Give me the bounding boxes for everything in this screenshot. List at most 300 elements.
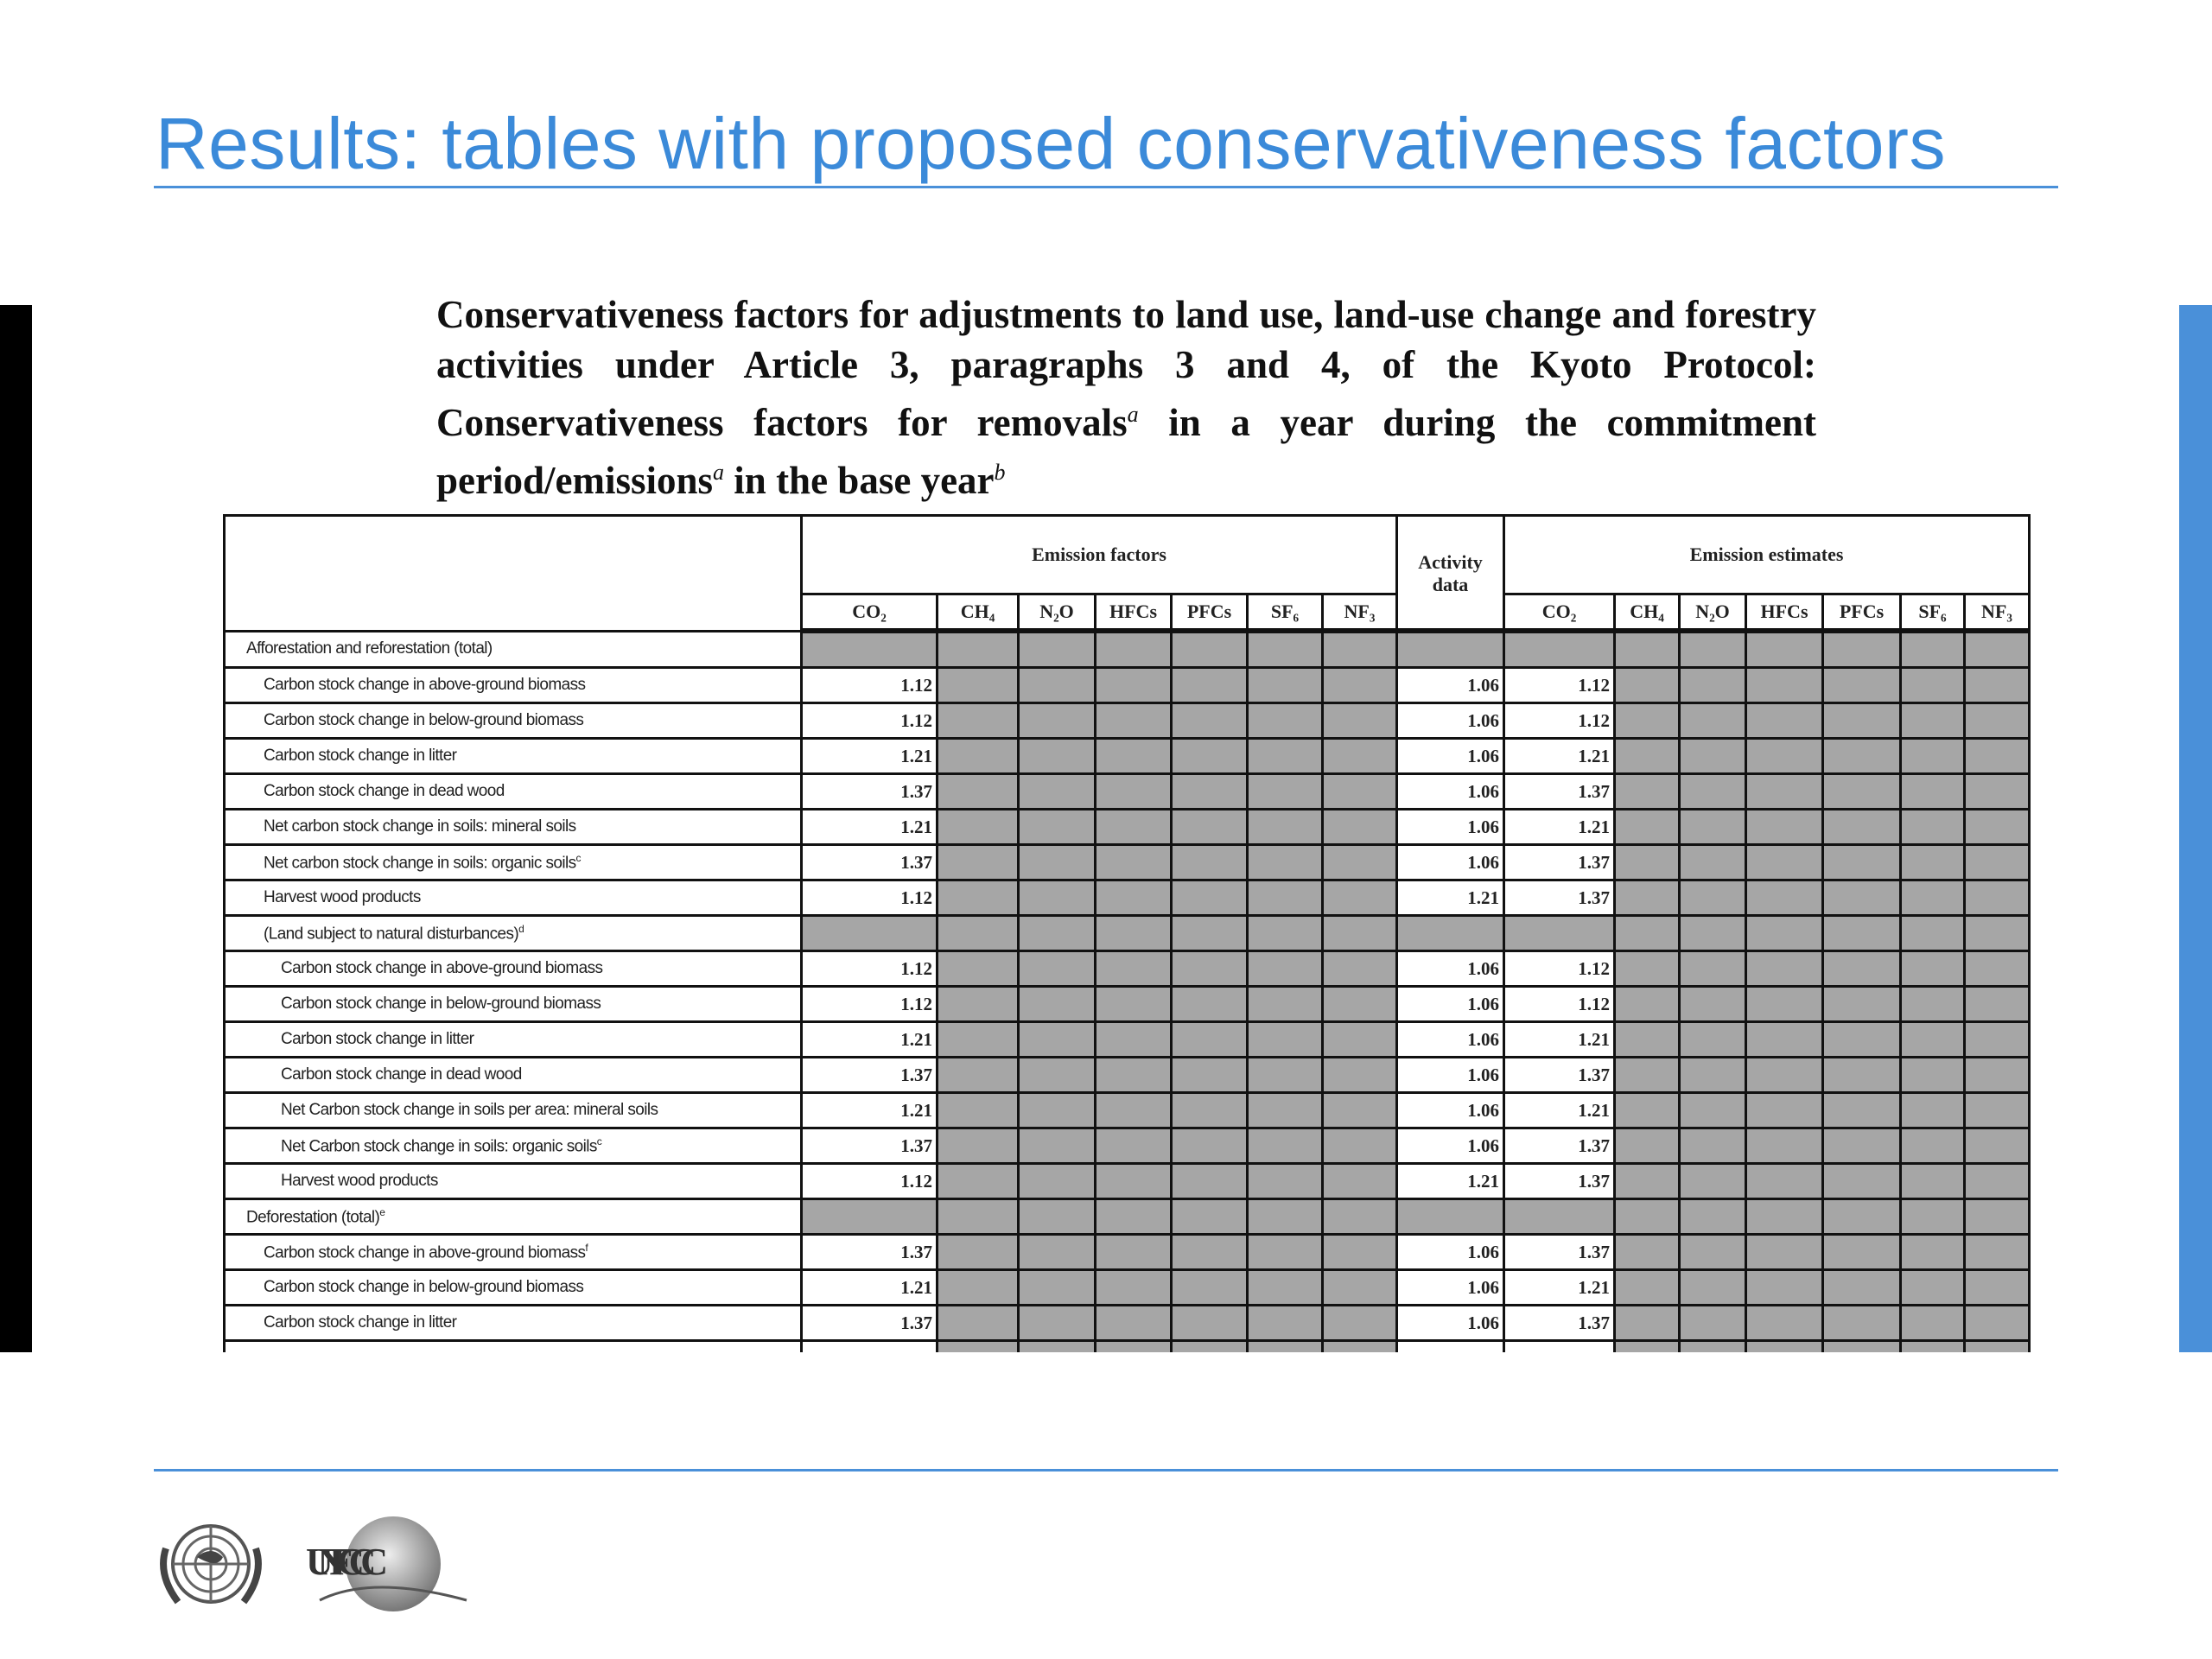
- emission-factor-co2-cell: 1.21: [802, 810, 938, 845]
- conservativeness-table-container: [223, 514, 2031, 1352]
- emission-factor-shaded-cell: [1019, 951, 1096, 987]
- emission-factor-shaded-cell: [1019, 916, 1096, 951]
- table-row: [225, 1270, 2030, 1306]
- emission-estimate-shaded-cell: [1901, 1164, 1965, 1199]
- activity-data-cell: 1.06: [1397, 774, 1504, 810]
- emission-estimate-shaded-cell: [1680, 987, 1746, 1022]
- emission-factor-shaded-cell: [938, 916, 1019, 951]
- emission-factor-shaded-cell: [1323, 1164, 1397, 1199]
- emission-estimate-gas-header: SF₆: [1901, 594, 1965, 632]
- emission-factor-shaded-cell: [1096, 987, 1172, 1022]
- emission-factor-shaded-cell: [1096, 1093, 1172, 1128]
- emission-factor-shaded-cell: [1096, 845, 1172, 880]
- unfccc-logo: [302, 1514, 475, 1622]
- activity-data-cell: 1.06: [1397, 1270, 1504, 1306]
- activity-data-cell: 1.06: [1397, 987, 1504, 1022]
- table-row: [225, 987, 2030, 1022]
- emission-estimate-shaded-cell: [1746, 1199, 1823, 1235]
- emission-estimate-shaded-cell: [1823, 880, 1901, 916]
- emission-factor-shaded-cell: [1172, 1199, 1248, 1235]
- emission-estimate-shaded-cell: [1680, 951, 1746, 987]
- emission-estimate-shaded-cell: [1680, 845, 1746, 880]
- table-row: [225, 1341, 2030, 1353]
- emission-factor-shaded-cell: [1019, 1270, 1096, 1306]
- emission-estimate-co2-cell: 1.12: [1504, 668, 1615, 703]
- emission-factor-shaded-cell: [1172, 1235, 1248, 1270]
- emission-factor-shaded-cell: [938, 1128, 1019, 1164]
- emission-estimate-shaded-cell: [1615, 845, 1680, 880]
- emission-factor-co2-cell: 1.21: [802, 1022, 938, 1058]
- activity-data-cell: 1.06: [1397, 845, 1504, 880]
- table-row: [225, 951, 2030, 987]
- emission-estimate-shaded-cell: [1823, 1128, 1901, 1164]
- emission-factor-shaded-cell: [1019, 1341, 1096, 1353]
- emission-factor-shaded-cell: [1019, 1022, 1096, 1058]
- emission-factor-shaded-cell: [1172, 774, 1248, 810]
- activity-data-cell: [1397, 631, 1504, 668]
- emission-factor-shaded-cell: [1323, 916, 1397, 951]
- row-label: [225, 951, 802, 987]
- emission-estimate-shaded-cell: [1965, 1199, 2030, 1235]
- emission-estimate-shaded-cell: [1965, 668, 2030, 703]
- emission-estimate-co2-cell: 1.21: [1504, 1270, 1615, 1306]
- row-label-header: [225, 516, 802, 632]
- table-row: [225, 845, 2030, 880]
- emission-factor-shaded-cell: [1096, 1306, 1172, 1341]
- row-label: [225, 1164, 802, 1199]
- emission-factor-co2-cell: 1.37: [802, 1058, 938, 1093]
- emission-estimate-shaded-cell: [1965, 1128, 2030, 1164]
- emission-estimate-shaded-cell: [1746, 1093, 1823, 1128]
- emission-estimate-shaded-cell: [1823, 774, 1901, 810]
- table-row: [225, 1022, 2030, 1058]
- emission-factor-shaded-cell: [1172, 631, 1248, 668]
- emission-factor-shaded-cell: [1019, 703, 1096, 739]
- emission-factor-shaded-cell: [1323, 1022, 1397, 1058]
- emission-estimate-shaded-cell: [1965, 1093, 2030, 1128]
- emission-estimate-shaded-cell: [1746, 951, 1823, 987]
- emission-estimate-co2-cell: [1504, 1341, 1615, 1353]
- emission-estimate-shaded-cell: [1746, 845, 1823, 880]
- emission-estimate-shaded-cell: [1823, 1341, 1901, 1353]
- emission-factor-shaded-cell: [1019, 1093, 1096, 1128]
- row-label: [225, 739, 802, 774]
- emission-estimate-shaded-cell: [1965, 631, 2030, 668]
- emission-factor-shaded-cell: [1019, 1058, 1096, 1093]
- row-label-text: (Land subject to natural disturbances): [264, 925, 519, 944]
- activity-data-cell: 1.21: [1397, 880, 1504, 916]
- activity-data-cell: 1.06: [1397, 668, 1504, 703]
- emission-factor-shaded-cell: [938, 1093, 1019, 1128]
- row-label: [225, 1270, 802, 1306]
- emission-estimate-shaded-cell: [1746, 1164, 1823, 1199]
- emission-factor-shaded-cell: [1019, 1164, 1096, 1199]
- emission-factor-shaded-cell: [1323, 1270, 1397, 1306]
- emission-factor-shaded-cell: [1248, 739, 1323, 774]
- row-label: [225, 987, 802, 1022]
- emission-estimate-shaded-cell: [1823, 1235, 1901, 1270]
- row-label-text: Carbon stock change in litter: [264, 1313, 457, 1332]
- emission-estimate-shaded-cell: [1746, 1235, 1823, 1270]
- caption-text: Conservativeness factors for adjustments to land use, land-use change and forestry activities under Article 3, paragraphs 3 and 4, of the Kyoto Protocol: Conservativeness factors for removals: [436, 293, 1816, 444]
- emission-estimate-gas-header: N₂O: [1680, 594, 1746, 632]
- emission-factor-shaded-cell: [1248, 845, 1323, 880]
- emission-estimate-shaded-cell: [1823, 1093, 1901, 1128]
- emission-estimate-co2-cell: 1.12: [1504, 987, 1615, 1022]
- emission-factor-shaded-cell: [1096, 810, 1172, 845]
- emission-estimate-shaded-cell: [1746, 880, 1823, 916]
- table-row: [225, 703, 2030, 739]
- emission-estimate-co2-cell: [1504, 631, 1615, 668]
- emission-factor-shaded-cell: [1172, 703, 1248, 739]
- emission-factor-shaded-cell: [1019, 774, 1096, 810]
- emission-factor-shaded-cell: [1248, 668, 1323, 703]
- emission-estimate-co2-cell: 1.37: [1504, 1306, 1615, 1341]
- row-label: [225, 1235, 802, 1270]
- emission-factor-gas-header: HFCs: [1096, 594, 1172, 632]
- emission-estimate-shaded-cell: [1823, 845, 1901, 880]
- title-underline: [154, 186, 2058, 188]
- emission-factor-shaded-cell: [1172, 810, 1248, 845]
- table-row: [225, 1306, 2030, 1341]
- emission-estimate-shaded-cell: [1746, 1306, 1823, 1341]
- un-emblem-logo: [154, 1514, 268, 1618]
- emission-factor-shaded-cell: [938, 703, 1019, 739]
- emission-factor-shaded-cell: [1172, 1164, 1248, 1199]
- emission-estimate-shaded-cell: [1965, 845, 2030, 880]
- emission-estimate-shaded-cell: [1823, 951, 1901, 987]
- emission-factor-shaded-cell: [1323, 631, 1397, 668]
- table-row: [225, 916, 2030, 951]
- emission-factor-shaded-cell: [938, 1235, 1019, 1270]
- emission-factor-shaded-cell: [1096, 703, 1172, 739]
- emission-estimate-shaded-cell: [1965, 916, 2030, 951]
- emission-estimate-shaded-cell: [1823, 1199, 1901, 1235]
- emission-estimate-shaded-cell: [1746, 987, 1823, 1022]
- emission-factor-shaded-cell: [1172, 987, 1248, 1022]
- emission-factor-shaded-cell: [1096, 880, 1172, 916]
- emission-estimate-shaded-cell: [1901, 703, 1965, 739]
- emission-factor-shaded-cell: [938, 845, 1019, 880]
- emission-estimate-shaded-cell: [1965, 1270, 2030, 1306]
- footnote-marker: a: [1127, 402, 1139, 427]
- emission-factor-shaded-cell: [938, 739, 1019, 774]
- row-label: [225, 916, 802, 951]
- table-row: [225, 1093, 2030, 1128]
- row-label-text: Carbon stock change in litter: [264, 747, 457, 765]
- emission-factor-shaded-cell: [1248, 1128, 1323, 1164]
- emission-factor-shaded-cell: [1019, 739, 1096, 774]
- emission-estimate-co2-cell: 1.37: [1504, 1235, 1615, 1270]
- table-row: [225, 668, 2030, 703]
- table-row: [225, 774, 2030, 810]
- emission-estimate-shaded-cell: [1680, 1164, 1746, 1199]
- emission-estimate-shaded-cell: [1680, 1235, 1746, 1270]
- emission-estimate-shaded-cell: [1680, 1270, 1746, 1306]
- activity-data-header: Activity data: [1397, 516, 1504, 632]
- emission-factor-shaded-cell: [1172, 668, 1248, 703]
- emission-estimate-shaded-cell: [1746, 1022, 1823, 1058]
- emission-factor-shaded-cell: [1019, 880, 1096, 916]
- emission-estimate-shaded-cell: [1965, 1341, 2030, 1353]
- emission-factor-gas-header: NF₃: [1323, 594, 1397, 632]
- emission-factor-co2-cell: [802, 631, 938, 668]
- emission-factor-shaded-cell: [1323, 951, 1397, 987]
- emission-estimate-shaded-cell: [1823, 1270, 1901, 1306]
- emission-factor-co2-cell: 1.21: [802, 1270, 938, 1306]
- emission-estimate-gas-header: NF₃: [1965, 594, 2030, 632]
- emission-factor-shaded-cell: [1323, 774, 1397, 810]
- row-label: [225, 631, 802, 668]
- emission-estimate-shaded-cell: [1615, 631, 1680, 668]
- row-label-text: Afforestation and reforestation (total): [246, 639, 493, 658]
- activity-data-cell: [1397, 1199, 1504, 1235]
- row-label: [225, 880, 802, 916]
- emission-factor-shaded-cell: [1096, 1270, 1172, 1306]
- emission-factor-shaded-cell: [1323, 1341, 1397, 1353]
- table-row: [225, 810, 2030, 845]
- activity-data-cell: 1.06: [1397, 1093, 1504, 1128]
- emission-estimate-shaded-cell: [1615, 1306, 1680, 1341]
- slide-title: Results: tables with proposed conservativeness factors: [156, 103, 1946, 184]
- emission-factor-shaded-cell: [938, 631, 1019, 668]
- emission-factor-shaded-cell: [1096, 1235, 1172, 1270]
- emission-factor-shaded-cell: [1096, 1058, 1172, 1093]
- emission-factor-gas-header: CO₂: [802, 594, 938, 632]
- emission-factor-shaded-cell: [1172, 1270, 1248, 1306]
- row-label: [225, 668, 802, 703]
- emission-estimate-co2-cell: 1.37: [1504, 845, 1615, 880]
- footnote-marker: b: [994, 460, 1006, 485]
- emission-factor-co2-cell: 1.37: [802, 774, 938, 810]
- emission-factor-shaded-cell: [1248, 951, 1323, 987]
- emission-factor-gas-header: PFCs: [1172, 594, 1248, 632]
- emission-estimate-gas-header: CH₄: [1615, 594, 1680, 632]
- emission-estimate-shaded-cell: [1901, 1341, 1965, 1353]
- row-label-text: Carbon stock change in above-ground biomass: [264, 1243, 586, 1262]
- left-edge-bar: [0, 305, 32, 1352]
- row-label-text: Harvest wood products: [281, 1172, 438, 1190]
- activity-data-cell: 1.06: [1397, 1306, 1504, 1341]
- emission-factor-shaded-cell: [1172, 1128, 1248, 1164]
- table-row: [225, 1199, 2030, 1235]
- row-label-text: Carbon stock change in dead wood: [281, 1065, 522, 1084]
- emission-estimate-shaded-cell: [1901, 631, 1965, 668]
- emission-factor-co2-cell: 1.12: [802, 987, 938, 1022]
- emission-factor-shaded-cell: [1096, 774, 1172, 810]
- emission-factor-shaded-cell: [1096, 1199, 1172, 1235]
- activity-data-cell: 1.06: [1397, 810, 1504, 845]
- activity-data-cell: 1.21: [1397, 1164, 1504, 1199]
- emission-estimate-shaded-cell: [1965, 1235, 2030, 1270]
- emission-estimate-shaded-cell: [1615, 1093, 1680, 1128]
- emission-factor-shaded-cell: [1323, 703, 1397, 739]
- activity-data-cell: 1.06: [1397, 1058, 1504, 1093]
- svg-text:UNFCCC: UNFCCC: [306, 1541, 388, 1583]
- emission-estimate-shaded-cell: [1965, 774, 2030, 810]
- row-label: [225, 774, 802, 810]
- emission-estimate-co2-cell: 1.37: [1504, 1164, 1615, 1199]
- emission-estimate-shaded-cell: [1901, 951, 1965, 987]
- emission-factor-shaded-cell: [1248, 1341, 1323, 1353]
- emission-estimate-shaded-cell: [1680, 1306, 1746, 1341]
- emission-factor-shaded-cell: [1323, 1306, 1397, 1341]
- footnote-marker: c: [596, 1135, 602, 1147]
- emission-factor-shaded-cell: [1172, 1058, 1248, 1093]
- row-label: [225, 1341, 802, 1353]
- emission-factor-shaded-cell: [1323, 739, 1397, 774]
- emission-estimate-shaded-cell: [1615, 739, 1680, 774]
- emission-estimate-co2-cell: 1.37: [1504, 774, 1615, 810]
- emission-estimate-shaded-cell: [1615, 810, 1680, 845]
- emission-factor-shaded-cell: [1248, 774, 1323, 810]
- emission-estimate-shaded-cell: [1823, 739, 1901, 774]
- emission-factor-shaded-cell: [1172, 880, 1248, 916]
- emission-factor-shaded-cell: [938, 1341, 1019, 1353]
- emission-factor-shaded-cell: [1323, 880, 1397, 916]
- emission-estimate-shaded-cell: [1680, 774, 1746, 810]
- row-label: [225, 1306, 802, 1341]
- emission-estimate-shaded-cell: [1746, 1058, 1823, 1093]
- emission-factor-shaded-cell: [938, 1270, 1019, 1306]
- row-label: [225, 810, 802, 845]
- row-label: [225, 1093, 802, 1128]
- emission-factor-shaded-cell: [1323, 845, 1397, 880]
- emission-estimate-shaded-cell: [1680, 1128, 1746, 1164]
- emission-factor-co2-cell: 1.21: [802, 1093, 938, 1128]
- row-label: [225, 1128, 802, 1164]
- emission-factor-shaded-cell: [1323, 810, 1397, 845]
- footer-rule: [154, 1469, 2058, 1471]
- emission-estimate-shaded-cell: [1680, 631, 1746, 668]
- emission-factor-shaded-cell: [1248, 916, 1323, 951]
- emission-factor-co2-cell: 1.12: [802, 1164, 938, 1199]
- caption-text: in a year during the commitment period/emissions: [436, 401, 1816, 502]
- emission-factor-shaded-cell: [1019, 1306, 1096, 1341]
- emission-estimate-shaded-cell: [1965, 703, 2030, 739]
- emission-estimate-shaded-cell: [1746, 668, 1823, 703]
- emission-estimate-shaded-cell: [1901, 810, 1965, 845]
- emission-estimate-shaded-cell: [1680, 1341, 1746, 1353]
- emission-estimate-shaded-cell: [1615, 1199, 1680, 1235]
- emission-factor-shaded-cell: [1323, 1128, 1397, 1164]
- emission-estimate-shaded-cell: [1901, 1306, 1965, 1341]
- emission-factor-shaded-cell: [1096, 916, 1172, 951]
- emission-estimate-shaded-cell: [1823, 1058, 1901, 1093]
- emission-estimate-shaded-cell: [1680, 703, 1746, 739]
- emission-factor-shaded-cell: [1323, 1093, 1397, 1128]
- emission-factor-shaded-cell: [1019, 987, 1096, 1022]
- emission-factor-shaded-cell: [1248, 1022, 1323, 1058]
- row-label-text: Carbon stock change in below-ground biomass: [264, 711, 584, 729]
- row-label: [225, 1058, 802, 1093]
- emission-estimate-shaded-cell: [1615, 774, 1680, 810]
- emission-estimate-shaded-cell: [1746, 1341, 1823, 1353]
- emission-factor-shaded-cell: [938, 1058, 1019, 1093]
- emission-estimate-co2-cell: 1.21: [1504, 1022, 1615, 1058]
- emission-factor-shaded-cell: [1248, 880, 1323, 916]
- emission-estimate-shaded-cell: [1965, 1022, 2030, 1058]
- emission-estimate-shaded-cell: [1901, 880, 1965, 916]
- emission-estimate-shaded-cell: [1680, 880, 1746, 916]
- emission-factor-gas-header: SF₆: [1248, 594, 1323, 632]
- emission-estimate-shaded-cell: [1823, 668, 1901, 703]
- emission-factor-shaded-cell: [1323, 1199, 1397, 1235]
- emission-factor-shaded-cell: [1172, 845, 1248, 880]
- row-label-text: Net Carbon stock change in soils: organic soils: [281, 1137, 597, 1156]
- activity-data-cell: 1.06: [1397, 1235, 1504, 1270]
- emission-estimate-shaded-cell: [1901, 1058, 1965, 1093]
- emission-factor-co2-cell: [802, 1199, 938, 1235]
- footnote-marker: d: [518, 922, 524, 935]
- emission-estimate-gas-header: CO₂: [1504, 594, 1615, 632]
- emission-factor-shaded-cell: [1172, 1306, 1248, 1341]
- emission-factor-shaded-cell: [1096, 951, 1172, 987]
- emission-estimate-shaded-cell: [1746, 631, 1823, 668]
- table-row: [225, 880, 2030, 916]
- emission-estimate-shaded-cell: [1615, 1058, 1680, 1093]
- emission-factor-shaded-cell: [1019, 631, 1096, 668]
- emission-factor-shaded-cell: [938, 810, 1019, 845]
- emission-estimate-shaded-cell: [1901, 916, 1965, 951]
- emission-estimate-shaded-cell: [1823, 1306, 1901, 1341]
- emission-factor-shaded-cell: [1172, 1341, 1248, 1353]
- emission-estimate-shaded-cell: [1823, 810, 1901, 845]
- emission-estimate-shaded-cell: [1680, 1058, 1746, 1093]
- emission-estimate-shaded-cell: [1746, 1128, 1823, 1164]
- emission-factor-co2-cell: 1.12: [802, 880, 938, 916]
- activity-data-cell: 1.06: [1397, 703, 1504, 739]
- emission-factor-shaded-cell: [1248, 810, 1323, 845]
- emission-factor-co2-cell: [802, 916, 938, 951]
- footnote-marker: a: [713, 460, 725, 485]
- emission-factor-shaded-cell: [1172, 951, 1248, 987]
- emission-estimate-gas-header: PFCs: [1823, 594, 1901, 632]
- emission-factor-shaded-cell: [1323, 1058, 1397, 1093]
- emission-estimate-shaded-cell: [1615, 1164, 1680, 1199]
- emission-factor-shaded-cell: [938, 668, 1019, 703]
- emission-factor-shaded-cell: [1248, 1199, 1323, 1235]
- row-label-text: Net Carbon stock change in soils per area: mineral soils: [281, 1101, 658, 1119]
- emission-factor-shaded-cell: [938, 1199, 1019, 1235]
- emission-estimate-shaded-cell: [1901, 1093, 1965, 1128]
- emission-factor-gas-header: N₂O: [1019, 594, 1096, 632]
- emission-factor-shaded-cell: [1172, 916, 1248, 951]
- emission-factor-shaded-cell: [1323, 668, 1397, 703]
- emission-factor-shaded-cell: [1096, 1022, 1172, 1058]
- emission-factor-shaded-cell: [1248, 1058, 1323, 1093]
- table-row: [225, 1128, 2030, 1164]
- emission-factor-shaded-cell: [1248, 1306, 1323, 1341]
- activity-data-cell: [1397, 1341, 1504, 1353]
- table-row: [225, 1058, 2030, 1093]
- emission-estimate-shaded-cell: [1901, 1270, 1965, 1306]
- emission-factor-co2-cell: 1.37: [802, 1128, 938, 1164]
- emission-estimate-shaded-cell: [1965, 1058, 2030, 1093]
- emission-estimate-shaded-cell: [1615, 1022, 1680, 1058]
- emission-factor-shaded-cell: [1248, 1270, 1323, 1306]
- emission-factor-shaded-cell: [1096, 739, 1172, 774]
- emission-estimate-shaded-cell: [1746, 916, 1823, 951]
- emission-estimate-shaded-cell: [1965, 951, 2030, 987]
- table-row: [225, 1235, 2030, 1270]
- row-label-text: Net carbon stock change in soils: mineral soils: [264, 817, 576, 836]
- row-label-text: Harvest wood products: [264, 888, 421, 906]
- emission-estimate-shaded-cell: [1901, 668, 1965, 703]
- footnote-marker: f: [585, 1241, 588, 1254]
- emission-factor-shaded-cell: [938, 880, 1019, 916]
- emission-factor-shaded-cell: [1019, 845, 1096, 880]
